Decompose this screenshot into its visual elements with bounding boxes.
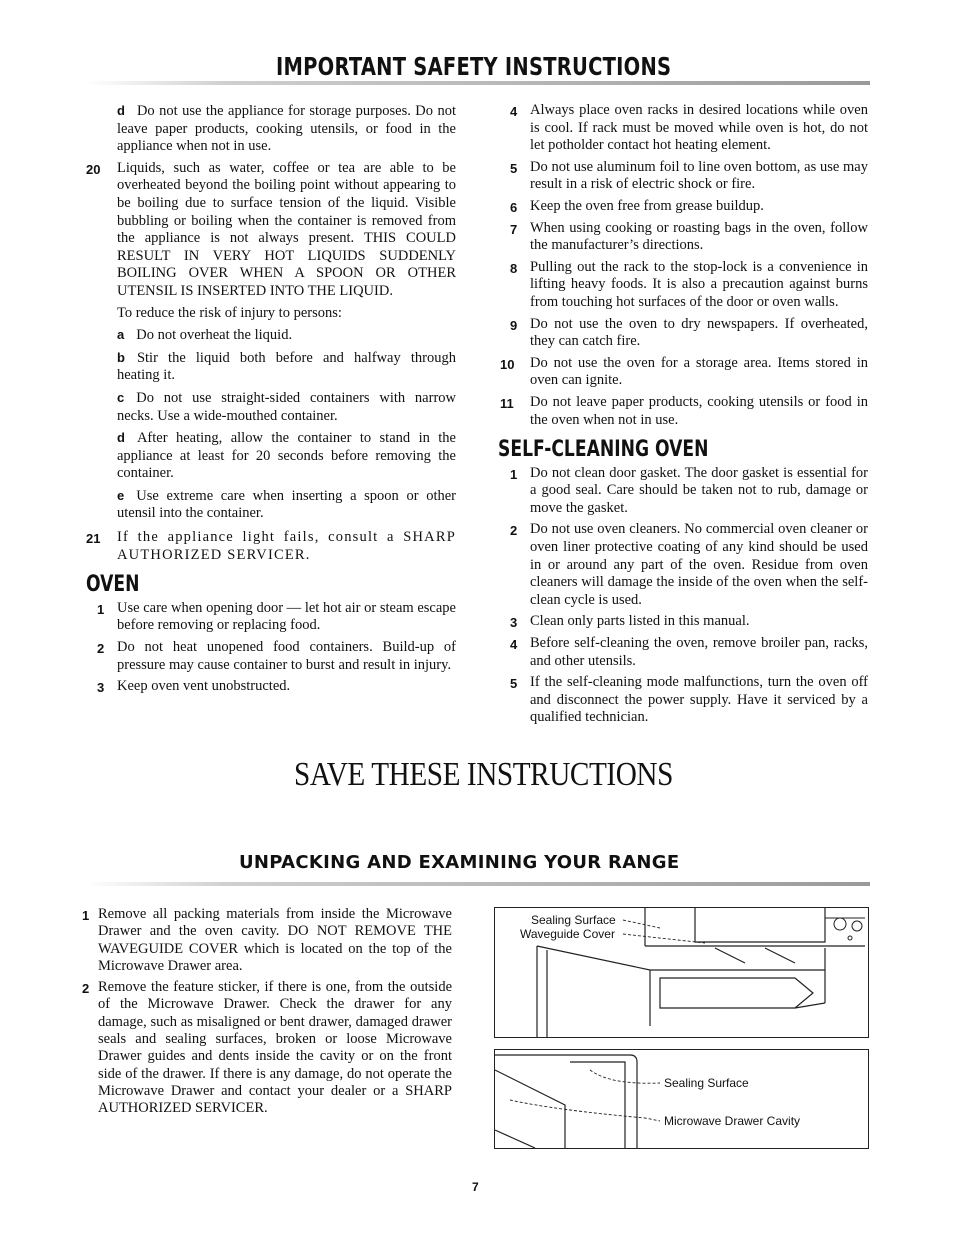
sub-letter: e xyxy=(117,487,125,503)
item-text: Keep the oven free from grease buildup. xyxy=(530,197,764,214)
sub-letter: c xyxy=(117,389,125,405)
item-text: Remove the feature sticker, if there is one, from the outside of the Microwave Drawer. Check the drawer for any damage, such as misaligned or bent drawer, damaged drawer seals and sealing surfaces, broken or loose Microwave Drawer guides and dents inside the cavity or on the front side of the drawer. If there is any damage, do not operate the Microwave Drawer and contact your dealer or a SHARP AUTHORIZED SERVICER. xyxy=(98,979,452,1117)
item-number: 1 xyxy=(82,908,90,923)
item-text: Always place oven racks in desired locations while oven is cool. If rack must be moved while oven is hot, do not let potholder contact hot heating element. xyxy=(530,102,868,154)
item-number: 1 xyxy=(510,466,518,482)
item-text: Do not heat unopened food containers. Build-up of pressure may cause container to burst and result in injury. xyxy=(117,639,456,673)
item-text: If the appliance light fails, consult a SHARP AUTHORIZED SERVICER. xyxy=(117,529,456,563)
sub-text: Do not use the appliance for storage purposes. Do not leave paper products, cooking utensils, or food in the appliance when not in use. xyxy=(117,103,456,155)
page-number: 7 xyxy=(472,1180,479,1194)
item-text: Use care when opening door — let hot air or steam escape before removing or replacing food. xyxy=(117,599,456,634)
item-number: 5 xyxy=(510,160,518,176)
item-text: Before self-cleaning the oven, remove broiler pan, racks, and other utensils. xyxy=(530,635,868,669)
item-text: Do not use oven cleaners. No commercial oven cleaner or oven liner protective coating of any kind should be used in or around any part of the oven. Residue from oven cleaners will damage the inside of the oven when the self-clean cycle is used. xyxy=(530,521,868,608)
figure-label-waveguide-cover: Waveguide Cover xyxy=(520,927,615,941)
sub-text: After heating, allow the container to stand in the appliance at least for 20 seconds before removing the container. xyxy=(117,430,456,482)
section-title-self-cleaning: SELF-CLEANING OVEN xyxy=(498,437,709,463)
item-text: Do not use the oven to dry newspapers. If overheated, they can catch fire. xyxy=(530,315,868,350)
sub-item-a xyxy=(117,326,456,345)
sub-text: Do not overheat the liquid. xyxy=(136,327,293,344)
item-number: 8 xyxy=(510,260,518,276)
item-number: 6 xyxy=(510,199,518,215)
figure-label-sealing-surface-2: Sealing Surface xyxy=(664,1076,749,1090)
right-item-4 xyxy=(498,102,868,155)
oven-item-1 xyxy=(86,600,456,635)
right-item-6 xyxy=(498,198,868,216)
sub-item-d2 xyxy=(117,429,456,483)
item-text: Pulling out the rack to the stop-lock is a convenience in lifting heavy foods. It is also a precaution against burns from touching hot surfaces of the door or oven walls. xyxy=(530,258,868,310)
item-number: 2 xyxy=(82,981,90,997)
self-clean-item-1 xyxy=(498,465,868,518)
item-text: Do not use the oven for a storage area. Items stored in oven can ignite. xyxy=(530,354,868,389)
item-number: 20 xyxy=(86,161,101,177)
item-number: 3 xyxy=(510,615,518,631)
figure-label-drawer-cavity: Microwave Drawer Cavity xyxy=(664,1114,801,1128)
title-rule xyxy=(86,81,870,85)
unpack-item-2 xyxy=(82,979,452,1117)
sub-text: Use extreme care when inserting a spoon or other utensil into the container. xyxy=(117,487,456,522)
item-20 xyxy=(86,160,456,523)
item-text: Clean only parts listed in this manual. xyxy=(530,613,750,630)
item-number: 5 xyxy=(510,676,518,692)
item-number: 9 xyxy=(510,317,518,333)
self-clean-item-3 xyxy=(498,613,868,631)
oven-item-3 xyxy=(86,678,456,696)
right-column xyxy=(498,102,868,731)
item-number: 10 xyxy=(500,356,515,372)
sub-text: Do not use straight-sided containers with narrow necks. Use a wide-mouthed container. xyxy=(117,389,456,424)
item-number: 21 xyxy=(86,531,101,547)
oven-item-2 xyxy=(86,639,456,674)
item-number: 3 xyxy=(97,680,105,696)
figure-waveguide xyxy=(494,907,869,1038)
sub-text: Stir the liquid both before and halfway through heating it. xyxy=(117,349,456,384)
sub-item-b xyxy=(117,349,456,385)
item-intro: To reduce the risk of injury to persons: xyxy=(117,304,342,321)
item-21 xyxy=(86,529,456,564)
left-column xyxy=(86,102,456,700)
sub-letter: d xyxy=(117,430,125,446)
save-instructions-banner: SAVE THESE INSTRUCTIONS xyxy=(294,756,673,793)
item-number: 4 xyxy=(510,637,518,653)
cavity-illustration xyxy=(495,1050,868,1148)
item-text: When using cooking or roasting bags in the oven, follow the manufacturer’s directions. xyxy=(530,219,868,254)
figure-drawer-cavity xyxy=(494,1049,869,1149)
item-number: 4 xyxy=(510,104,518,119)
sub-item-c xyxy=(117,389,456,425)
sub-letter: b xyxy=(117,349,125,365)
item-number: 2 xyxy=(97,641,105,657)
item-text: Liquids, such as water, coffee or tea are able to be overheated beyond the boiling point without appearing to be boiling due to surface tension of the liquid. Visible bubbling or boiling when the container is removed from the appliance is not always present. THIS COULD RESULT IN VERY HOT LIQUIDS SUDDENLY BOILING OVER WHEN A SPOON OR OTHER UTENSIL IS INSERTED INTO THE LIQUID. xyxy=(117,159,456,299)
unpack-item-1 xyxy=(82,906,452,975)
right-item-9 xyxy=(498,316,868,351)
sub-letter: d xyxy=(117,103,125,118)
right-item-7 xyxy=(498,220,868,255)
item-text: Keep oven vent unobstructed. xyxy=(117,678,291,695)
right-item-11 xyxy=(498,394,868,429)
item-number: 11 xyxy=(500,395,514,411)
item-text: Remove all packing materials from inside the Microwave Drawer and the oven cavity. DO NOT REMOVE THE WAVEGUIDE COVER which is located on the top of the Microwave Drawer area. xyxy=(98,906,452,974)
unpacking-rule xyxy=(86,882,870,886)
item-number: 2 xyxy=(510,523,518,539)
item-text: Do not use aluminum foil to line oven bottom, as use may result in a risk of electric shock or fire. xyxy=(530,158,868,193)
self-clean-item-5 xyxy=(498,674,868,727)
sub-letter: a xyxy=(117,327,125,343)
item-text: If the self-cleaning mode malfunctions, turn the oven off and disconnect the power supply. Have it serviced by a qualified technician. xyxy=(530,674,868,726)
section-title-oven: OVEN xyxy=(86,572,140,598)
self-clean-item-4 xyxy=(498,635,868,670)
sub-item-e xyxy=(117,487,456,523)
right-item-10 xyxy=(498,355,868,390)
page-title: IMPORTANT SAFETY INSTRUCTIONS xyxy=(276,52,672,81)
item-number: 1 xyxy=(97,601,105,617)
section-title-unpacking: UNPACKING AND EXAMINING YOUR RANGE xyxy=(239,852,680,873)
unpacking-column xyxy=(82,906,452,1122)
self-clean-item-2 xyxy=(498,521,868,609)
item-text: Do not leave paper products, cooking utensils or food in the oven when not in use. xyxy=(530,393,868,428)
sub-item-d xyxy=(86,102,456,156)
right-item-8 xyxy=(498,259,868,312)
item-number: 7 xyxy=(510,221,518,237)
right-item-5 xyxy=(498,159,868,194)
figure-label-sealing-surface: Sealing Surface xyxy=(531,913,616,927)
item-text: Do not clean door gasket. The door gasket is essential for a good seal. Care should be taken not to rub, damage or move the gasket. xyxy=(530,464,868,516)
